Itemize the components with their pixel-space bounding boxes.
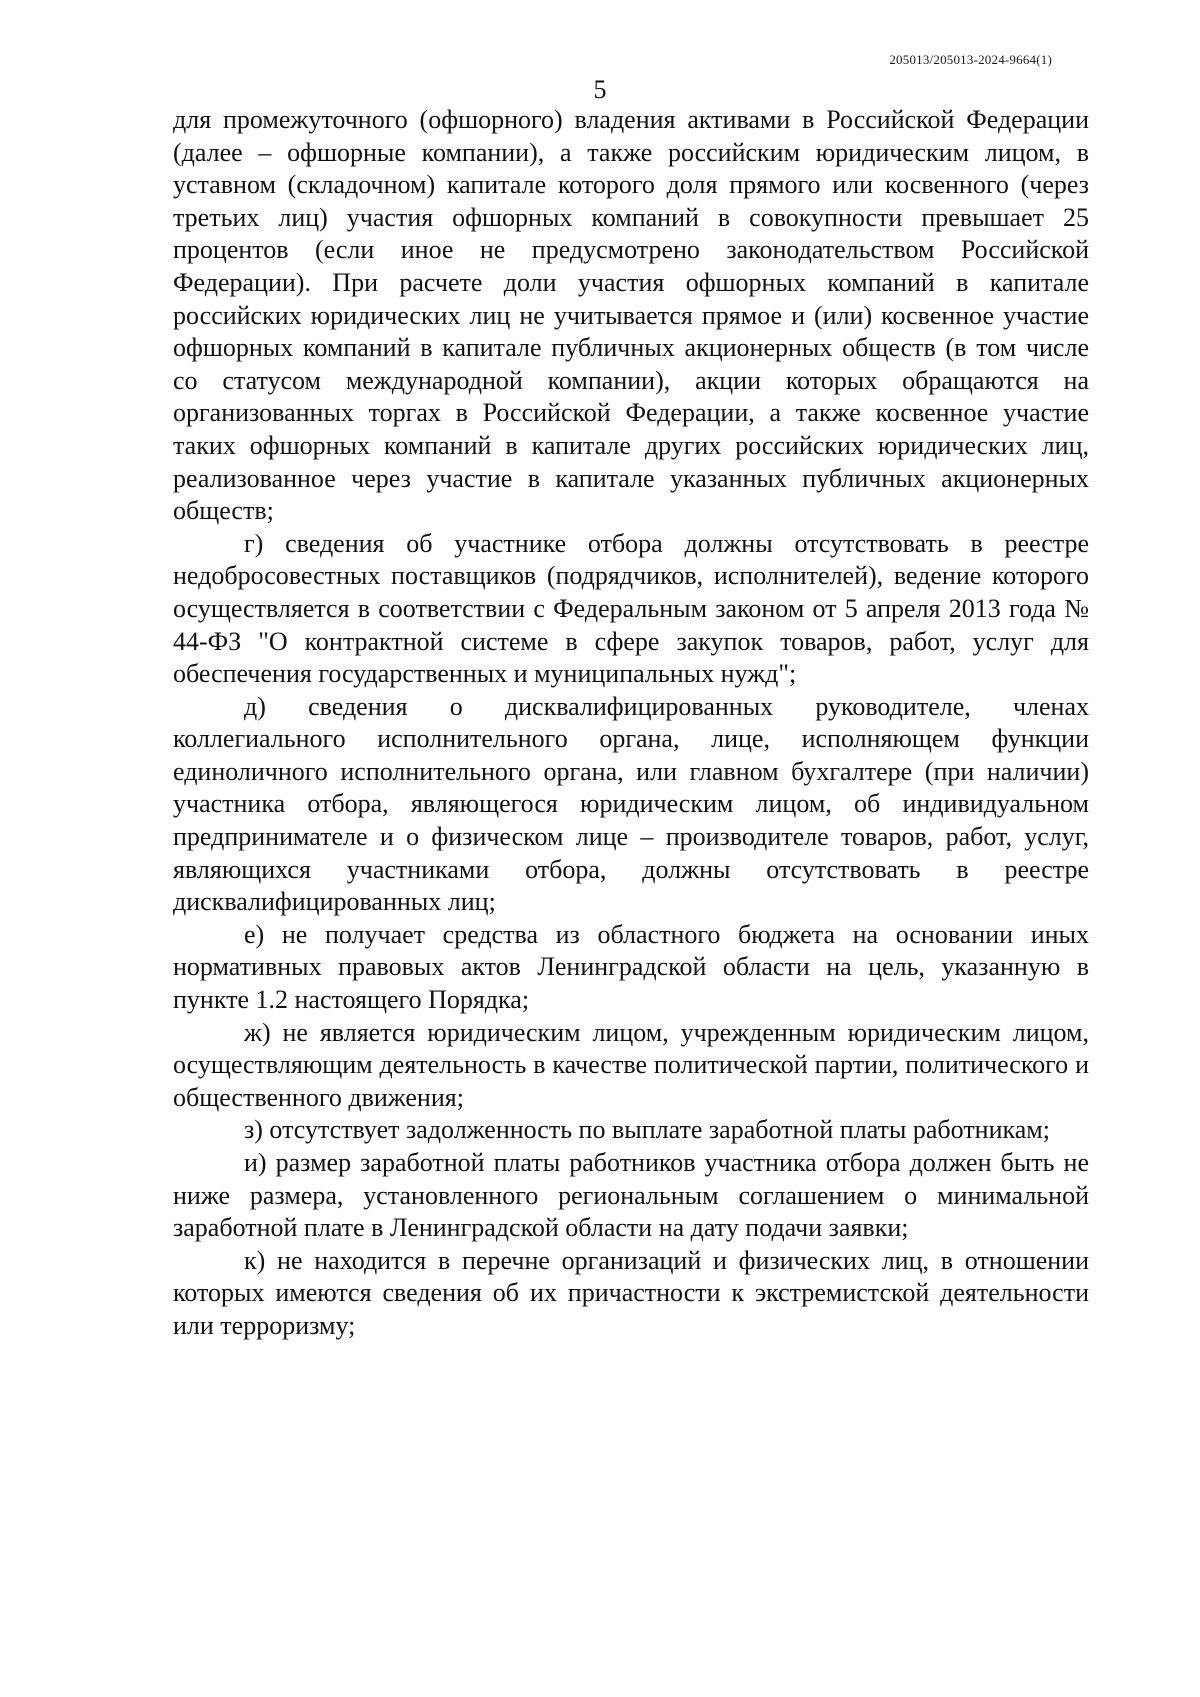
paragraph-item-e: е) не получает средства из областного бюджета на основании иных нормативных правовых актов Ленинградской области на цель, указанную в пункте 1.2 настоящего Порядка;	[173, 919, 1089, 1015]
paragraph-item-i: и) размер заработной платы работников участника отбора должен быть не ниже размера, установленного региональным соглашением о минимальной заработной плате в Ленинградской области на дату подачи заявки;	[173, 1148, 1089, 1243]
paragraph-item-zh: ж) не является юридическим лицом, учрежденным юридическим лицом, осуществляющим деятельность в качестве политической партии, политического и общественного движения;	[173, 1017, 1089, 1112]
paragraph-item-d: д) сведения о дисквалифицированных руководителе, членах коллегиального исполнительного органа, лице, исполняющем функции единоличного исполнительного органа, или главном бухгалтере (при наличии) участника отбора, являющегося юридическим лицом, об индивидуальном предпринимателе и о физическом лице – производителе товаров, работ, услуг, являющихся участниками отбора, должны отсутствовать в реестре дисквалифицированных лиц;	[173, 691, 1089, 917]
paragraph-item-z: з) отсутствует задолженность по выплате заработной платы работникам;	[244, 1115, 1050, 1145]
page-number: 5	[593, 75, 607, 104]
document-body	[173, 104, 1089, 1343]
paragraph-item-g: г) сведения об участнике отбора должны отсутствовать в реестре недобросовестных поставщиков (подрядчиков, исполнителей), ведение которого осуществляется в соответствии с Федеральным законом от 5 апреля 2013 года № 44-ФЗ "О контрактной системе в сфере закупок товаров, работ, услуг для обеспечения государственных и муниципальных нужд";	[173, 528, 1089, 689]
paragraph-continuation: для промежуточного (офшорного) владения активами в Российской Федерации (далее – офшорные компании), а также российским юридическим лицом, в уставном (складочном) капитале которого доля прямого или косвенного (через третьих лиц) участия офшорных компаний в совокупности превышает 25 процентов (если иное не предусмотрено законодательством Российской Федерации). При расчете доли участия офшорных компаний в капитале российских юридических лиц не учитывается прямое и (или) косвенное участие офшорных компаний в капитале публичных акционерных обществ (в том числе со статусом международной компании), акции которых обращаются на организованных торгах в Российской Федерации, а также косвенное участие таких офшорных компаний в капитале других российских юридических лиц, реализованное через участие в капитале указанных публичных акционерных обществ;	[173, 105, 1089, 526]
document-id: 205013/205013-2024-9664(1)	[889, 52, 1052, 67]
paragraph-item-k: к) не находится в перечне организаций и физических лиц, в отношении которых имеются сведения об их причастности к экстремистской деятельности или терроризму;	[173, 1245, 1089, 1340]
